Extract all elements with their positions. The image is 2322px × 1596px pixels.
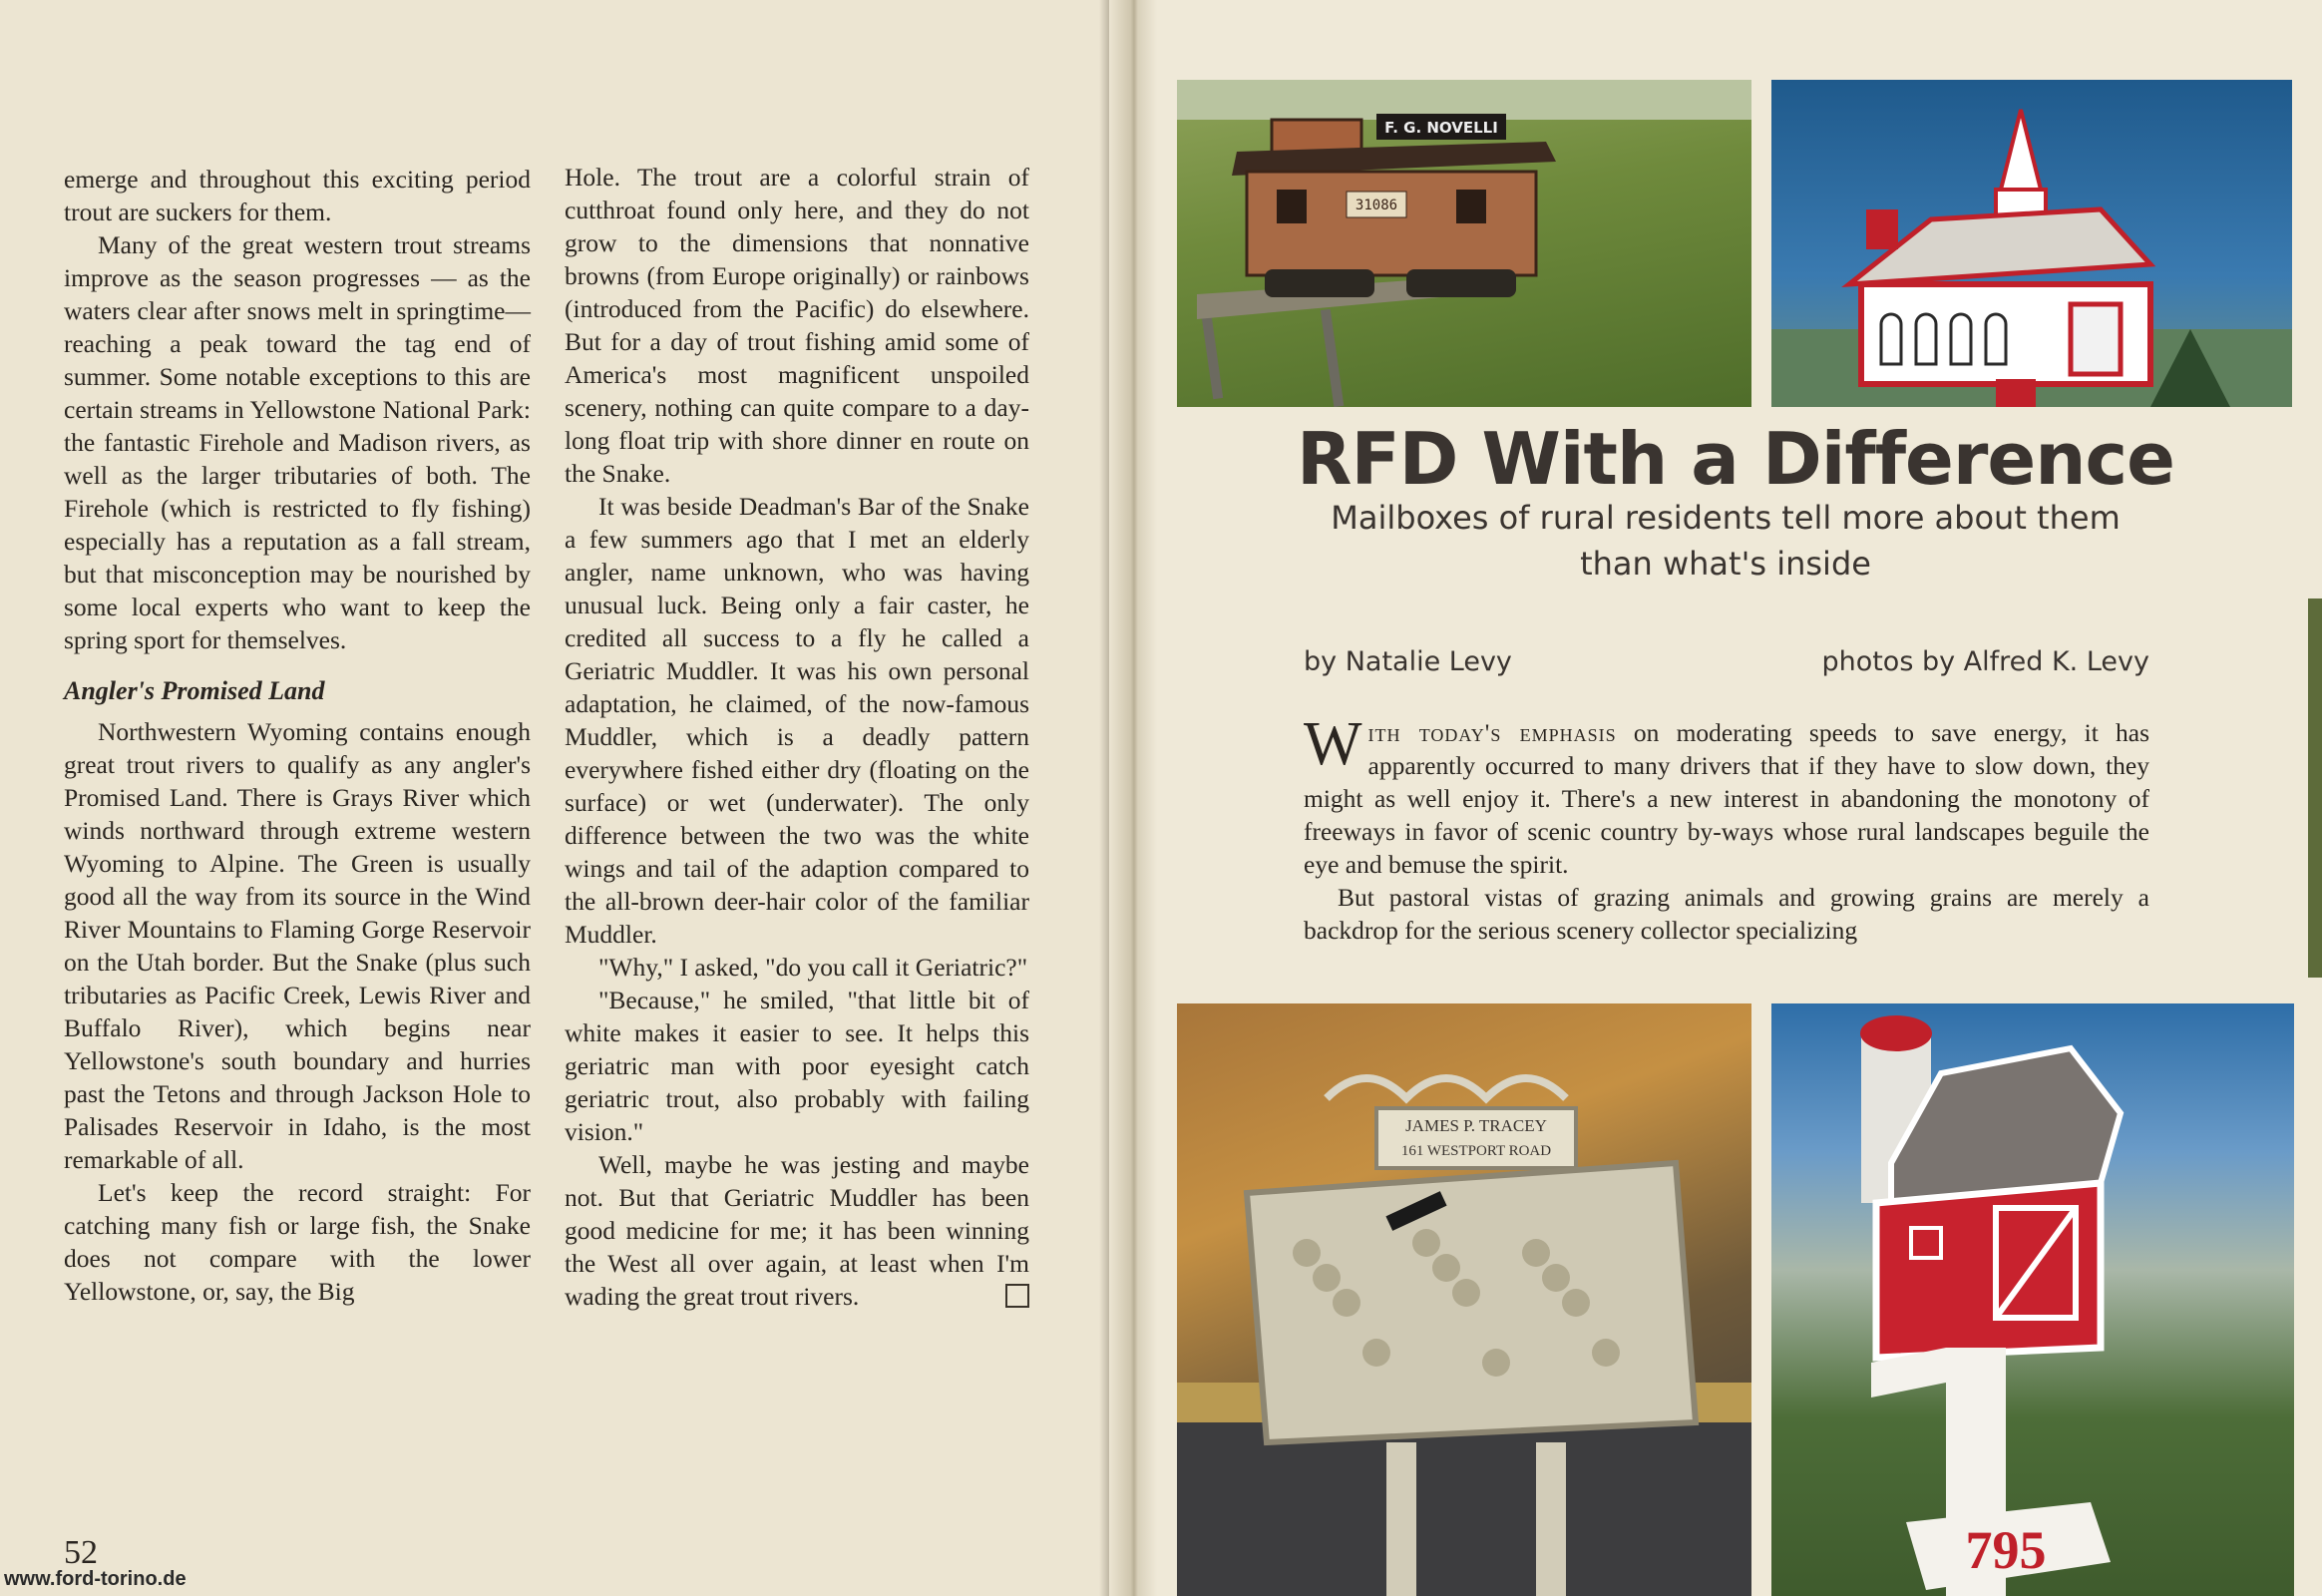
text-column-2 [565, 161, 1029, 1313]
paragraph: Hole. The trout are a colorful strain of cutthroat found only here, and they do not grow to the dimensions that nonnative browns (from Europe originally) or rainbows (introduced from the Pacific) do elsewhere. But for a day of trout fishing amid some of America's most magnificent unspoiled scenery, nothing can quite compare to a day-long float trip with shore dinner en route on the Snake. [565, 163, 1029, 488]
intro-paragraph-1 [1304, 710, 2149, 881]
barn-mailbox-illustration [1771, 1003, 2294, 1596]
drop-cap: W [1304, 710, 1362, 778]
intro-paragraph-2: But pastoral vistas of grazing animals and growing grains are merely a backdrop for the serious scenery collector specializing [1304, 883, 2149, 945]
paragraph: "Why," I asked, "do you call it Geriatric?" [598, 953, 1028, 982]
end-mark-icon [1005, 1284, 1029, 1308]
article-intro [1304, 710, 2149, 947]
text-column-1 [64, 163, 531, 1308]
paragraph: "Because," he smiled, "that little bit of white makes it easier to see. It helps this geriatric man with poor eyesight catch geriatric trout, also probably with failing vision." [565, 986, 1029, 1146]
paragraph: emerge and throughout this exciting period trout are suckers for them. [64, 165, 531, 226]
article-subtitle: Mailboxes of rural residents tell more about them than what's inside [1331, 499, 2121, 583]
ornate-sign-line2: 161 WESTPORT ROAD [1400, 1143, 1552, 1159]
page-edge [2308, 598, 2322, 978]
article-title: RFD With a Difference [1297, 417, 2174, 501]
photo-byline: photos by Alfred K. Levy [1821, 646, 2149, 677]
church-mailbox-illustration [1771, 80, 2292, 407]
paragraph: It was beside Deadman's Bar of the Snake a few summers ago that I met an elderly angler, name unknown, who was having unusual luck. Being only a fair caster, he credited all success to a fly he called a Geriatric Muddler. It was his own personal adaptation, he claimed, of the now-famous Muddler, which is a deadly pattern everywhere fished either dry (floating on the surface) or wet (underwater). The only difference between the two was the white wings and tail of the adaption compared to the all-brown deer-hair color of the familiar Muddler. [565, 492, 1029, 949]
paragraph: Many of the great western trout streams improve as the season progresses — as the waters clear after snows melt in springtime—reaching a peak toward the tag end of summer. Some notable exceptions to this are certain streams in Yellowstone National Park: the fantastic Firehole and Madison rivers, as well as the larger tributaries of both. The Firehole (which is restricted to fly fishing) especially has a reputation as a fall stream, but that misconception may be nourished by some local experts who want to keep the spring sport for themselves. [64, 230, 531, 654]
caboose-number-text: 31086 [1354, 198, 1398, 213]
paragraph: Let's keep the record straight: For catching many fish or large fish, the Snake does not compare with the lower Yellowstone, or, say, the Big [64, 1178, 531, 1306]
caboose-sign-text: F. G. NOVELLI [1384, 119, 1498, 137]
paragraph [565, 1148, 1029, 1313]
photo-ornate-mailbox [1177, 1003, 1751, 1596]
author-byline: by Natalie Levy [1304, 646, 1512, 677]
photo-church-mailbox [1771, 80, 2292, 407]
book-gutter [1109, 0, 1157, 1596]
watermark: www.ford-torino.de [4, 1568, 187, 1590]
house-number-text: 795 [1965, 1520, 2047, 1580]
photo-caboose-mailbox [1177, 80, 1751, 407]
photo-barn-mailbox [1771, 1003, 2294, 1596]
left-page [0, 0, 1133, 1596]
page-number: 52 [64, 1534, 98, 1571]
paragraph-text: Well, maybe he was jesting and maybe not. But that Geriatric Muddler has been good medicine for me; it has been winning the West all over again, at least when I'm wading the great trout rivers. [565, 1150, 1029, 1311]
lead-in-smallcaps: ith today's emphasis [1367, 718, 1617, 747]
ornate-sign-line1: JAMES P. TRACEY [1405, 1116, 1547, 1135]
ornate-mailbox-illustration [1177, 1003, 1751, 1596]
caboose-mailbox-illustration [1177, 80, 1751, 407]
section-subheading: Angler's Promised Land [64, 676, 325, 705]
paragraph: Northwestern Wyoming contains enough great trout rivers to qualify as any angler's Promised Land. There is Grays River which winds northward through extreme western Wyoming to Alpine. The Green is usually good all the way from its source in the Wind River Mountains to Flaming Gorge Reservoir on the Utah border. But the Snake (plus such tributaries as Pacific Creek, Lewis River and Buffalo River), which begins near Yellowstone's south boundary and hurries past the Tetons and through Jackson Hole to Palisades Reservoir in Idaho, is the most remarkable of all. [64, 717, 531, 1174]
intro-text: on moderating speeds to save energy, it has apparently occurred to many drivers that if they have to slow down, they might as well enjoy it. There's a new interest in abandoning the monotony of freeways in favor of scenic country by-ways whose rural landscapes beguile the eye and bemuse the spirit. [1304, 718, 2149, 879]
